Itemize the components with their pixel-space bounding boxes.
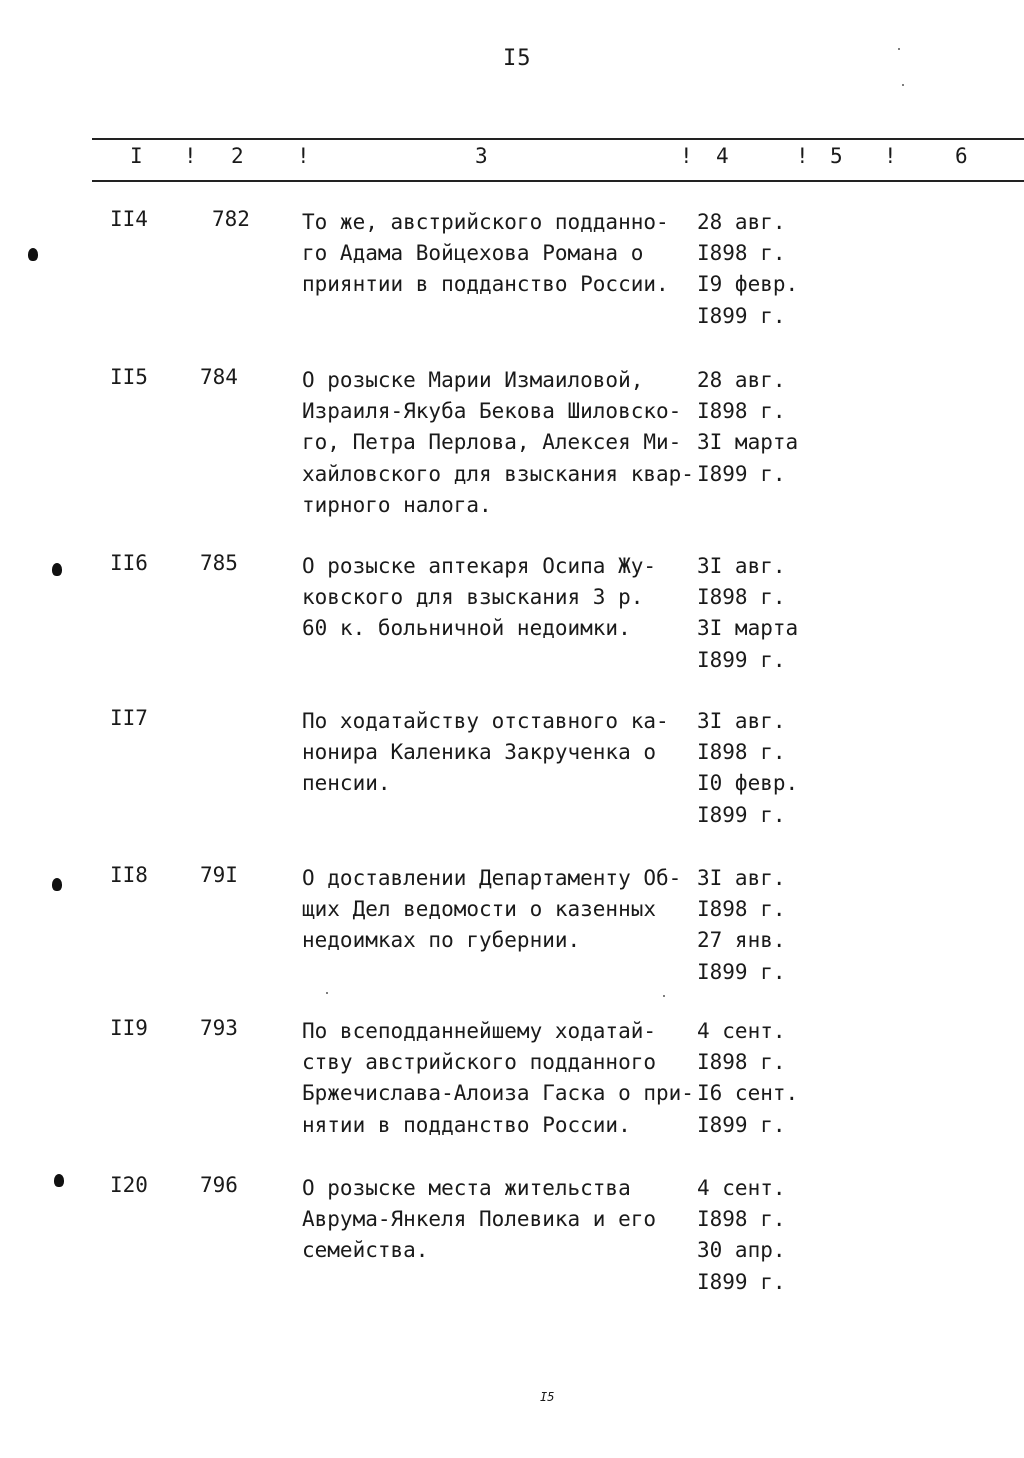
case-dates: 4 сент. I898 г. I6 сент. I899 г. [697,1019,799,1137]
case-title: То же, австрийского подданно- го Адама Войцехова Романа о приянтии в подданство России. [302,210,669,297]
case-dates: 28 авг. I898 г. 3I марта I899 г. [697,368,799,486]
case-dates: 3I авг. I898 г. I0 февр. I899 г. [697,709,799,827]
case-dates: 28 авг. I898 г. I9 февр. I899 г. [697,210,799,328]
scan-speck [663,995,665,997]
header-col-1: I [130,144,143,168]
case-number: 796 [200,1173,238,1197]
sheet-mark: I5 [540,1390,555,1404]
case-title: О розыске аптекаря Осипа Жу- ковского для взыскания 3 р. 60 к. больничной недоимки. [302,554,657,641]
case-dates: 3I авг. I898 г. 27 янв. I899 г. [697,866,786,984]
hole-punch-mark [28,248,38,261]
entry-number: II7 [110,706,148,730]
table-header [0,144,1024,172]
case-title: О розыске Марии Измаиловой, Израиля-Якуба Бекова Шиловско- го, Петра Перлова, Алексея Ми- хайловского для взыскания квар- тирного налога. [302,368,694,517]
case-number: 793 [200,1016,238,1040]
scan-speck [898,48,900,50]
header-col-3: 3 [475,144,488,168]
case-dates: 4 сент. I898 г. 30 апр. I899 г. [697,1176,786,1294]
header-col-6: 6 [955,144,968,168]
case-title: По всеподданнейшему ходатай- ству австрийского подданного Бржечислава-Алоиза Гаска о при- нятии в подданство России. [302,1019,694,1137]
page-number: I5 [503,46,532,71]
header-separator: ! [796,144,809,168]
hole-punch-mark [52,563,62,576]
scan-speck [326,992,328,994]
header-col-4: 4 [716,144,729,168]
case-title: По ходатайству отставного ка- нонира Каленика Закрученка о пенсии. [302,709,669,796]
case-dates: 3I авг. I898 г. 3I марта I899 г. [697,554,799,672]
entry-number: II5 [110,365,148,389]
header-top-rule [92,138,1024,140]
scan-speck [902,84,904,86]
header-separator: ! [184,144,197,168]
header-bottom-rule [92,180,1024,182]
entry-number: II9 [110,1016,148,1040]
hole-punch-mark [54,1174,64,1187]
header-separator: ! [680,144,693,168]
entry-number: I20 [110,1173,148,1197]
header-col-5: 5 [830,144,843,168]
entry-number: II8 [110,863,148,887]
header-col-2: 2 [231,144,244,168]
case-number: 785 [200,551,238,575]
case-number: 784 [200,365,238,389]
entry-number: II6 [110,551,148,575]
header-separator: ! [884,144,897,168]
header-separator: ! [297,144,310,168]
case-title: О доставлении Департаменту Об- щих Дел ведомости о казенных недоимках по губернии. [302,866,682,953]
case-number: 79I [200,863,238,887]
entry-number: II4 [110,207,148,231]
case-number: 782 [212,207,250,231]
case-title: О розыске места жительства Аврума-Янкеля Полевика и его семейства. [302,1176,657,1263]
hole-punch-mark [52,878,62,891]
